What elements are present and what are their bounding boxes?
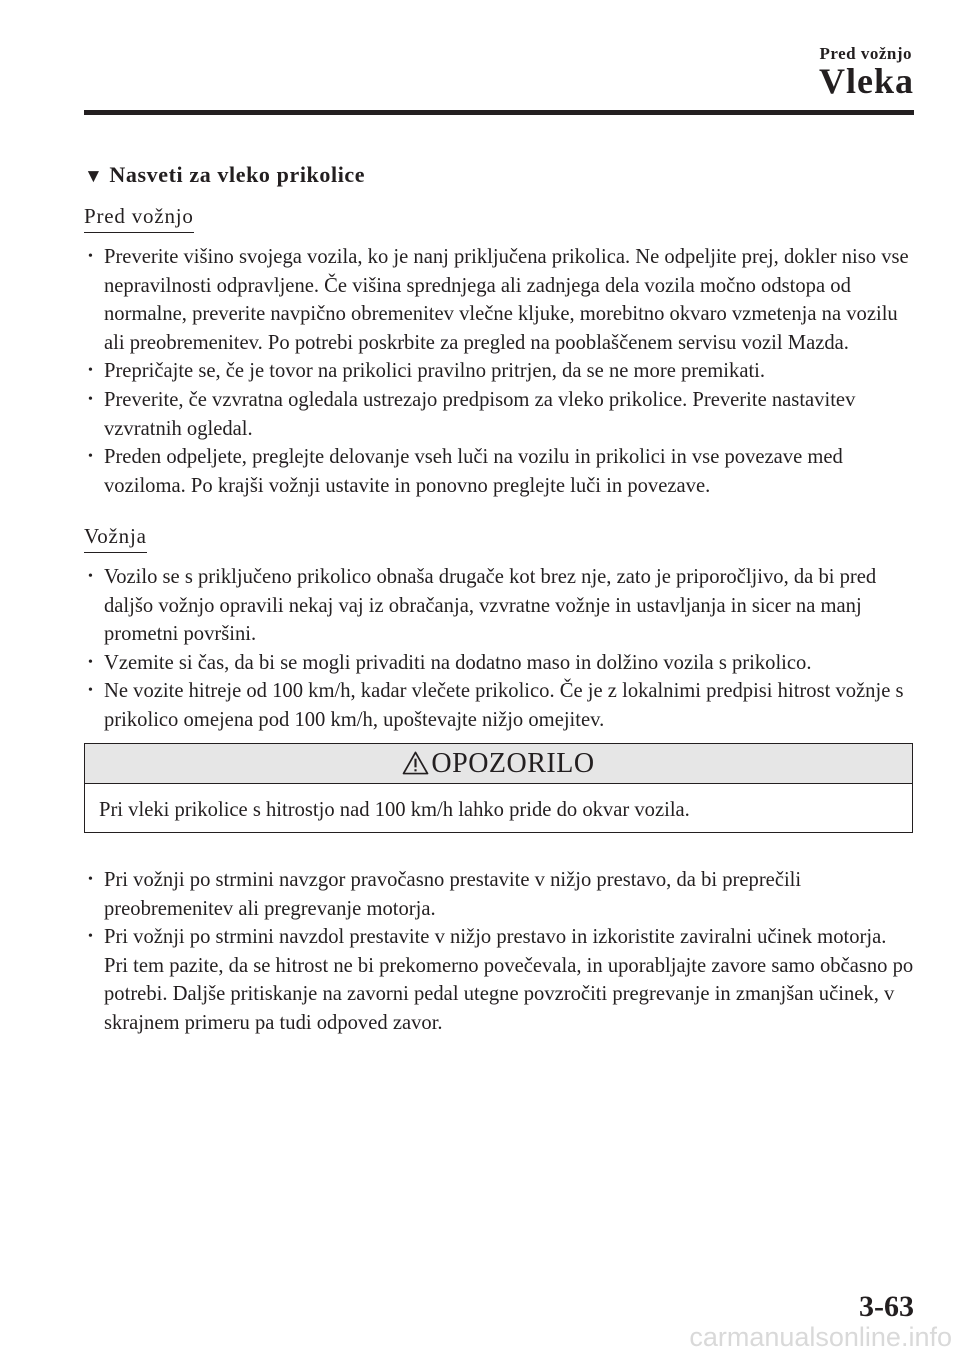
list-item-text: Ne vozite hitreje od 100 km/h, kadar vlečete prikolico. Če je z lokalnimi predpisi hitrost vožnje s prikolico omejena pod 100 km/h, upoštevajte nižjo omejitev.	[104, 680, 904, 731]
warning-triangle-icon	[402, 751, 429, 775]
list-item	[84, 649, 914, 678]
warning-title: OPOZORILO	[431, 748, 595, 779]
list-item	[84, 563, 914, 649]
section-title	[84, 162, 365, 188]
subheading-driving: Vožnja	[84, 524, 147, 553]
watermark: carmanualsonline.info	[689, 1322, 952, 1352]
list-item	[84, 923, 914, 1037]
warning-header	[85, 744, 912, 784]
list-item-text: Preverite višino svojega vozila, ko je nanj priključena prikolica. Ne odpeljite prej, dokler niso vse nepravilnosti odpravljene. Če višina sprednjega ali zadnjega dela vozila močno odstopa od normalne, preverite navpično obremenitev vlečne kljuke, morebitno okvaro vzmetenja na vozilu ali preobremenitev. Po potrebi poskrbite za pregled na pooblaščenem servisu vozil Mazda.	[104, 246, 909, 354]
bullet-icon: •	[88, 449, 93, 465]
bullet-icon: •	[88, 569, 93, 584]
list-item-text: Preden odpeljete, preglejte delovanje vseh luči na vozilu in prikolici in vse povezave med voziloma. Po krajši vožnji ustavite in ponovno preglejte luči in povezave.	[104, 446, 843, 497]
list-item	[84, 243, 914, 357]
list-item	[84, 443, 914, 500]
list-item-text: Pri vožnji po strmini navzgor pravočasno prestavite v nižjo prestavo, da bi preprečili preobremenitev ali pregrevanje motorja.	[104, 869, 802, 920]
header-section-label: Pred vožnjo	[819, 44, 912, 63]
list-item	[84, 866, 914, 923]
list-item-text: Preverite, če vzvratna ogledala ustrezajo predpisom za vleko prikolice. Preverite nastavitev vzvratnih ogledal.	[104, 388, 856, 440]
list-item	[84, 357, 914, 386]
bullet-icon: •	[88, 363, 93, 379]
bullet-icon: •	[88, 872, 93, 887]
list-after-warning	[84, 866, 914, 1038]
header-rule	[84, 110, 914, 115]
section-title-text: Nasveti za vleko prikolice	[109, 162, 366, 187]
subheading-before-driving: Pred vožnjo	[84, 204, 194, 233]
list-before-driving	[84, 243, 914, 500]
warning-box	[84, 743, 913, 833]
bullet-icon: •	[88, 929, 93, 945]
list-item	[84, 386, 914, 443]
triangle-down-icon: ▼	[84, 166, 104, 187]
bullet-icon: •	[88, 249, 93, 264]
list-item-text: Vzemite si čas, da bi se mogli privaditi na dodatno maso in dolžino vozila s prikolico.	[104, 651, 812, 674]
page-number: 3-63	[859, 1290, 914, 1323]
list-item	[84, 677, 914, 734]
bullet-icon: •	[88, 654, 93, 670]
list-driving	[84, 563, 914, 735]
list-item-text: Vozilo se s priključeno prikolico obnaša drugače kot brez nje, zato je priporočljivo, da bi pred daljšo vožnjo opravili nekaj vaj iz obračanja, vzvratne vožnje in ustavljanja in sicer na manj prometni površini.	[104, 566, 877, 646]
warning-text: Pri vleki prikolice s hitrostjo nad 100 km/h lahko pride do okvar vozila.	[99, 799, 690, 821]
bullet-icon: •	[88, 391, 93, 407]
header-chapter-title: Vleka	[819, 61, 914, 101]
list-item-text: Prepričajte se, če je tovor na prikolici pravilno pritrjen, da se ne more premikati.	[104, 360, 766, 383]
bullet-icon: •	[88, 683, 93, 699]
list-item-text: Pri vožnji po strmini navzdol prestavite v nižjo prestavo in izkoristite zaviralni učinek motorja. Pri tem pazite, da se hitrost ne bi prekomerno povečevala, in uporabljajte zavore samo občasno po potrebi. Daljše pritiskanje na zavorni pedal utegne povzročiti pregrevanje in zmanjšan učinek, v skrajnem primeru pa tudi odpoved zavor.	[104, 926, 914, 1034]
